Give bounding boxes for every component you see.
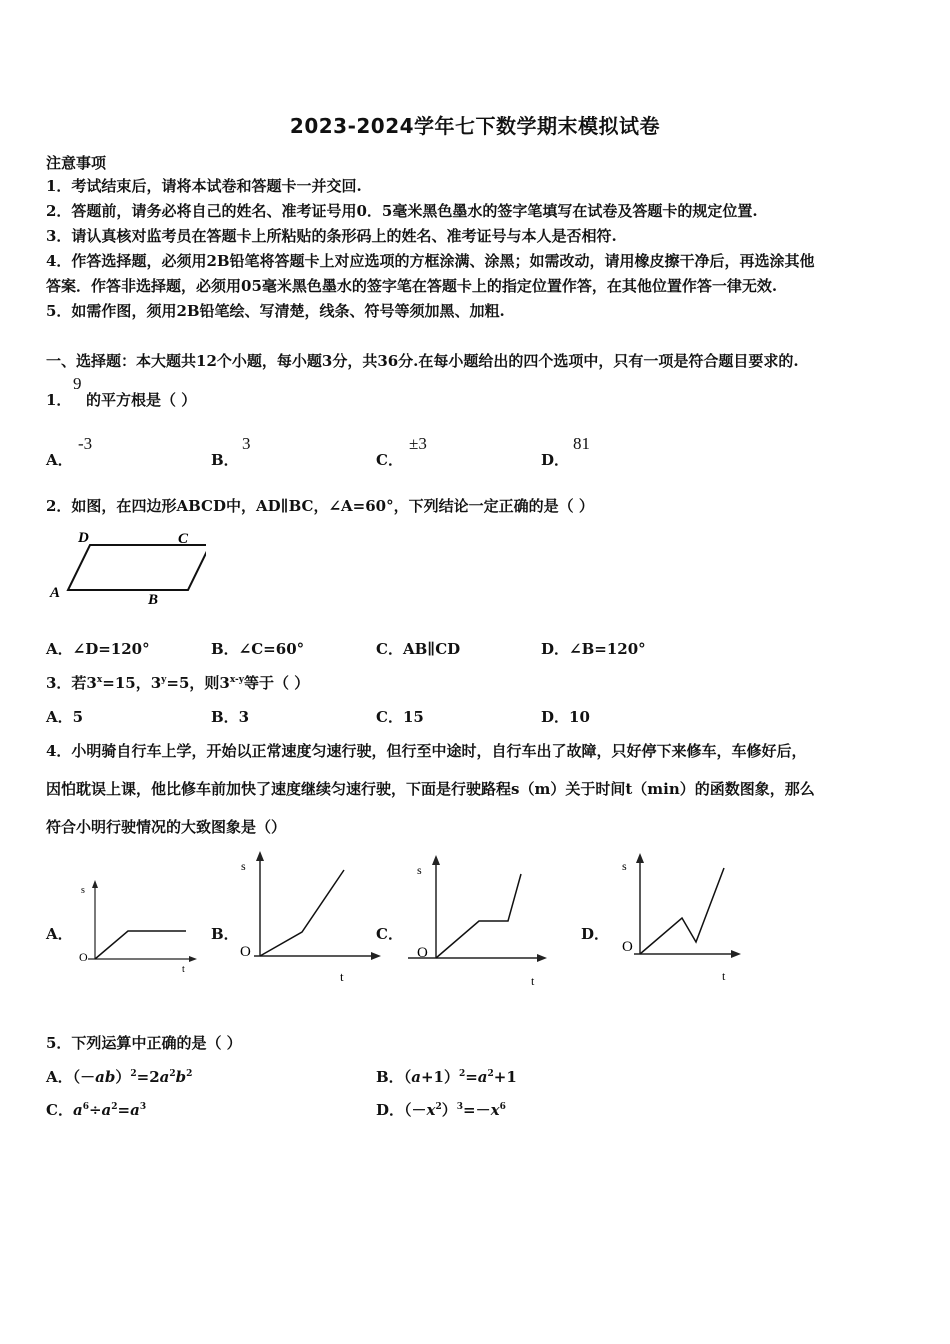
q5-option-c: C．$a^6\div a^2=a^3$ (46, 1101, 147, 1119)
q4-line-2: 因怕耽误上课，他比修车前加快了速度继续匀速行驶，下面是行驶路程s（m）关于时间t（min）的函数图象，那么 (46, 780, 815, 798)
q2-option-c: C．AB∥CD (376, 640, 461, 658)
q2-option-b: B．∠C=60° (211, 640, 305, 658)
q4-option-d-label: D． (581, 925, 610, 943)
q1-option-d-label: D． (541, 451, 570, 469)
q2-label-c: C (178, 531, 189, 547)
notice-heading: 注意事项 (46, 154, 107, 172)
q4-graph-d (604, 852, 754, 992)
q4-line-3: 符合小明行驶情况的大致图象是（） (46, 818, 287, 836)
q1-text: 的平方根是（ ） (86, 391, 197, 409)
svg-text:t: t (182, 964, 185, 975)
section-heading: 一、选择题：本大题共12个小题，每小题3分，共36分.在每小题给出的四个选项中，只有一项是符合题目要求的. (46, 352, 799, 370)
q1-option-c-label: C． (376, 451, 403, 469)
q4-option-b-label: B． (211, 925, 239, 943)
svg-text:O: O (79, 950, 88, 964)
page-title: 2023-2024学年七下数学期末模拟试卷 (289, 114, 661, 138)
svg-text:s: s (81, 885, 85, 896)
svg-text:O: O (240, 944, 251, 960)
notice-line-3: 3．请认真核对监考员在答题卡上所粘贴的条形码上的姓名、准考证号与本人是否相符. (46, 227, 617, 245)
q2-label-b: B (148, 592, 159, 608)
q3-option-c: C．15 (376, 708, 424, 726)
q5-text: 5．下列运算中正确的是（ ） (46, 1034, 242, 1052)
q4-graph-b (236, 848, 386, 988)
notice-line-4b: 答案．作答非选择题，必须用05毫米黑色墨水的签字笔在答题卡上的指定位置作答，在其他位置作答一律无效. (46, 277, 778, 295)
q4-option-a-label: A． (46, 925, 73, 943)
q3-option-a: A．5 (46, 708, 84, 726)
svg-text:s: s (241, 859, 246, 873)
q2-option-a: A．∠D=120° (46, 640, 150, 658)
svg-text:s: s (417, 863, 422, 877)
notice-line-1: 1．考试结束后，请将本试卷和答题卡一并交回. (46, 177, 362, 195)
q5-option-b: B．$(a+1)^2=a^2+1$ (376, 1068, 517, 1086)
q5-option-d: D．$(-x^2)^3=-x^6$ (376, 1101, 506, 1119)
q2-label-a: A (50, 585, 61, 601)
svg-text:s: s (622, 859, 627, 873)
q2-label-d: D (78, 530, 89, 546)
q1-option-d-value: 81 (573, 434, 590, 453)
q1-number: 1． (46, 391, 72, 409)
q1-option-b-value: 3 (242, 434, 251, 453)
q3-option-b: B．3 (211, 708, 250, 726)
q1-option-a-value: -3 (78, 434, 93, 453)
q1-option-a-label: A． (46, 451, 73, 469)
notice-line-5: 5．如需作图，须用2B铅笔绘、写清楚，线条、符号等须加黑、加粗. (46, 302, 505, 320)
svg-text:O: O (417, 945, 428, 961)
q4-graph-c (400, 852, 550, 992)
q3-text: 3．若$3^x=15$，$3^y=5$，则3$^{x-y}$等于（ ） (46, 674, 310, 692)
svg-text:t: t (531, 974, 535, 988)
q3-option-d: D．10 (541, 708, 590, 726)
notice-line-4a: 4．作答选择题，必须用2B铅笔将答题卡上对应选项的方框涂满、涂黑；如需改动，请用橡皮擦干净后，再选涂其他 (46, 252, 815, 270)
q2-parallelogram-figure (46, 524, 206, 608)
q4-line-1: 4．小明骑自行车上学，开始以正常速度匀速行驶，但行至中途时，自行车出了故障，只好停下来修车，车修好后， (46, 742, 807, 760)
q1-option-b-label: B． (211, 451, 239, 469)
q2-text: 2．如图，在四边形ABCD中，AD∥BC，∠A=60°，下列结论一定正确的是（ ） (46, 497, 594, 515)
q5-option-a: A．$(-ab)^2=2a^2b^2$ (46, 1068, 193, 1086)
q1-option-c-value: ±3 (409, 434, 427, 453)
svg-text:O: O (622, 939, 633, 955)
svg-text:t: t (722, 969, 726, 983)
q2-option-d: D．∠B=120° (541, 640, 646, 658)
q1-math: 9 (73, 374, 82, 393)
notice-line-2: 2．答题前，请务必将自己的姓名、准考证号用0．5毫米黑色墨水的签字笔填写在试卷及答题卡的规定位置. (46, 202, 758, 220)
q4-graph-a (70, 875, 200, 975)
svg-text:t: t (340, 969, 344, 984)
q4-option-c-label: C． (376, 925, 403, 943)
